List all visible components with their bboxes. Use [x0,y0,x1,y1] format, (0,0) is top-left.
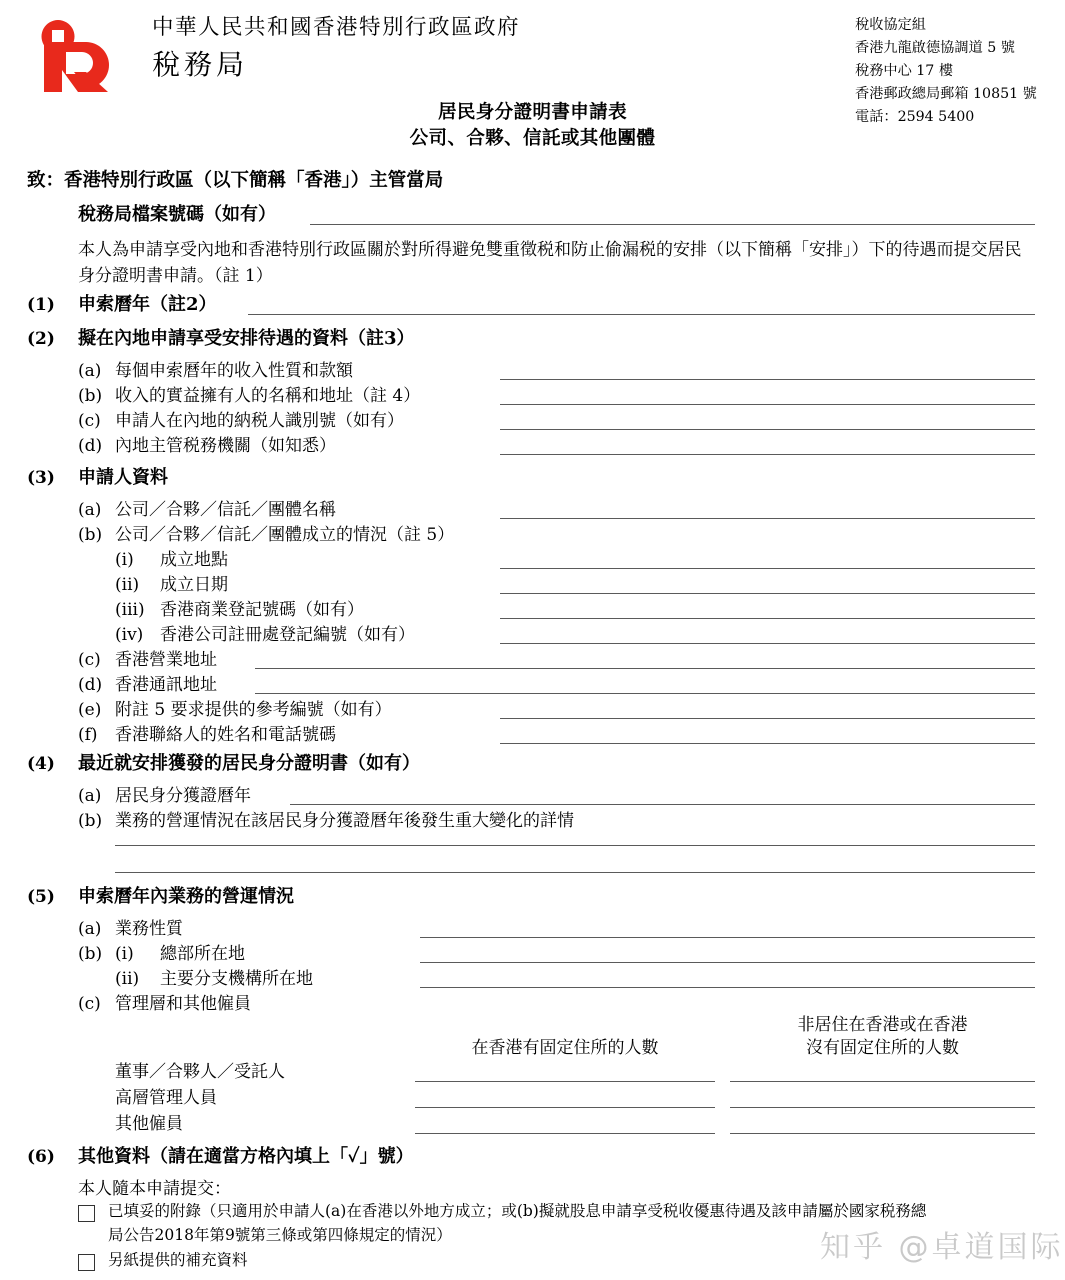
item-2a-label: 每個申索曆年的收入性質和款額 [115,361,353,381]
item-3a-marker: (a) [78,500,102,520]
item-3b-i-marker: (i) [115,550,134,570]
item-5b-marker: (b) [78,944,103,964]
ird-logo-icon [28,16,124,92]
item-3f-input[interactable] [500,743,1035,744]
item-2a-input[interactable] [500,379,1035,380]
submit-intro: 本人隨本申請提交： [78,1179,231,1199]
checkbox-appendix-label-line1: 已填妥的附錄（只適用於申請人(a)在香港以外地方成立；或(b)擬就股息申請享受税收優惠待遇及該申請屬於國家税務總 [108,1202,927,1220]
watermark: 知乎 @卓道国际 [820,1230,1064,1265]
item-3a-label: 公司／合夥／信託／團體名稱 [115,500,336,520]
section-3-heading: 申請人資料 [78,467,168,488]
section-4-heading: 最近就安排獲發的居民身分證明書（如有） [78,753,420,774]
section-6-number: (6) [27,1147,55,1167]
item-3b-iii-marker: (iii) [115,600,145,620]
declaration-paragraph: 本人為申請享受內地和香港特別行政區關於對所得避免雙重徵税和防止偷漏税的安排（以下簡稱「安排」）下的待遇而提交居民身分證明書申請。（註 1） [78,240,1022,286]
section-1-heading: 申索曆年（註2） [78,294,217,315]
section-2-number: (2) [27,329,55,349]
address-line-3: 稅務中心 17 樓 [855,63,954,79]
item-5a-label: 業務性質 [115,919,183,939]
government-line: 中華人民共和國香港特別行政區政府 [152,15,521,40]
checkbox-appendix-label-line2: 局公告2018年第9號第三條或第四條規定的情況） [108,1226,452,1244]
item-2b-label: 收入的實益擁有人的名稱和地址（註 4） [115,386,421,406]
staff-row-1-col-1-input[interactable] [415,1081,715,1082]
department-name: 稅務局 [152,47,249,81]
section-1-number: (1) [27,295,55,315]
item-3b-ii-input[interactable] [500,593,1035,594]
addressee-line: 致：香港特別行政區（以下簡稱「香港」）主管當局 [27,170,444,191]
item-4a-label: 居民身分獲證曆年 [115,786,251,806]
item-3a-input[interactable] [500,518,1035,519]
claim-year-input[interactable] [248,314,1035,315]
item-3b-iv-input[interactable] [500,643,1035,644]
item-5b-i-label: 總部所在地 [160,944,245,964]
staff-row-3-col-2-input[interactable] [730,1133,1035,1134]
checkbox-supplementary[interactable] [78,1254,95,1271]
section-3-number: (3) [27,468,55,488]
item-4b-input-line1[interactable] [115,845,1035,846]
item-3b-marker: (b) [78,525,103,545]
section-4-number: (4) [27,754,55,774]
staff-row-3-label: 其他僱員 [115,1114,183,1134]
item-3b-label: 公司／合夥／信託／團體成立的情況（註 5） [115,525,455,545]
item-2b-input[interactable] [500,404,1035,405]
item-5b-i-marker: (i) [115,944,134,964]
section-6-heading: 其他資料（請在適當方格內填上「✓」號） [78,1146,414,1167]
item-4a-marker: (a) [78,786,102,806]
item-4b-label: 業務的營運情況在該居民身分獲證曆年後發生重大變化的詳情 [115,811,574,831]
item-3e-input[interactable] [500,718,1035,719]
address-line-5: 電話：2594 5400 [855,109,975,125]
item-3b-i-label: 成立地點 [160,550,228,570]
item-2a-marker: (a) [78,361,102,381]
item-3d-label: 香港通訊地址 [115,675,217,695]
item-5a-input[interactable] [420,937,1035,938]
staff-col2-header-line1: 非居住在香港或在香港 [797,1015,968,1035]
item-3c-marker: (c) [78,650,101,670]
checkbox-supplementary-label: 另紙提供的補充資料 [108,1251,248,1269]
staff-row-1-col-2-input[interactable] [730,1081,1035,1082]
item-2c-input[interactable] [500,429,1035,430]
item-5c-label: 管理層和其他僱員 [115,994,251,1014]
staff-row-2-col-2-input[interactable] [730,1107,1035,1108]
address-line-4: 香港郵政總局郵箱 10851 號 [855,86,1037,102]
item-3b-iv-label: 香港公司註冊處登記編號（如有） [160,625,415,645]
form-title [0,100,1065,153]
item-3f-marker: (f) [78,725,98,745]
item-2d-input[interactable] [500,454,1035,455]
item-2d-marker: (d) [78,436,103,456]
item-4b-marker: (b) [78,811,103,831]
item-5c-marker: (c) [78,994,101,1014]
item-3b-iv-marker: (iv) [115,625,144,645]
item-3b-iii-input[interactable] [500,618,1035,619]
item-5b-i-input[interactable] [420,962,1035,963]
item-2d-label: 內地主管税務機關（如知悉） [115,436,336,456]
form-title-line2: 公司、合夥、信託或其他團體 [409,128,656,150]
item-2c-marker: (c) [78,411,101,431]
item-3b-iii-label: 香港商業登記號碼（如有） [160,600,364,620]
item-3f-label: 香港聯絡人的姓名和電話號碼 [115,725,336,745]
item-3c-input[interactable] [255,668,1035,669]
section-5-number: (5) [27,887,55,907]
form-title-line1: 居民身分證明書申請表 [437,102,627,123]
address-line-1: 稅收協定組 [855,17,926,33]
item-2b-marker: (b) [78,386,103,406]
staff-row-3-col-1-input[interactable] [415,1133,715,1134]
checkbox-appendix[interactable] [78,1205,95,1222]
item-3b-ii-marker: (ii) [115,575,140,595]
item-3e-label: 附註 5 要求提供的參考編號（如有） [115,700,392,720]
item-4b-input-line2[interactable] [115,872,1035,873]
staff-row-1-label: 董事／合夥人／受託人 [115,1062,285,1082]
item-2c-label: 申請人在內地的納税人識別號（如有） [115,411,404,431]
section-2-heading: 擬在內地申請享受安排待遇的資料（註3） [78,328,415,349]
item-3c-label: 香港營業地址 [115,650,217,670]
department-block [152,14,520,84]
staff-col2-header-line2: 沒有固定住所的人數 [806,1038,959,1058]
item-4a-input[interactable] [290,804,1035,805]
item-5b-ii-label: 主要分支機構所在地 [160,969,313,989]
staff-row-2-label: 高層管理人員 [115,1088,217,1108]
item-5b-ii-marker: (ii) [115,969,140,989]
staff-row-2-col-1-input[interactable] [415,1107,715,1108]
file-no-label: 稅務局檔案號碼（如有） [78,204,276,225]
file-no-input[interactable] [310,224,1035,225]
item-3e-marker: (e) [78,700,102,720]
item-5b-ii-input[interactable] [420,987,1035,988]
staff-col1-header: 在香港有固定住所的人數 [471,1038,659,1058]
item-3d-input[interactable] [255,693,1035,694]
section-5-heading: 申索曆年內業務的營運情況 [78,886,294,907]
item-3b-i-input[interactable] [500,568,1035,569]
item-5a-marker: (a) [78,919,102,939]
item-3d-marker: (d) [78,675,103,695]
item-3b-ii-label: 成立日期 [160,575,228,595]
address-line-2: 香港九龍啟德協調道 5 號 [855,40,1015,56]
